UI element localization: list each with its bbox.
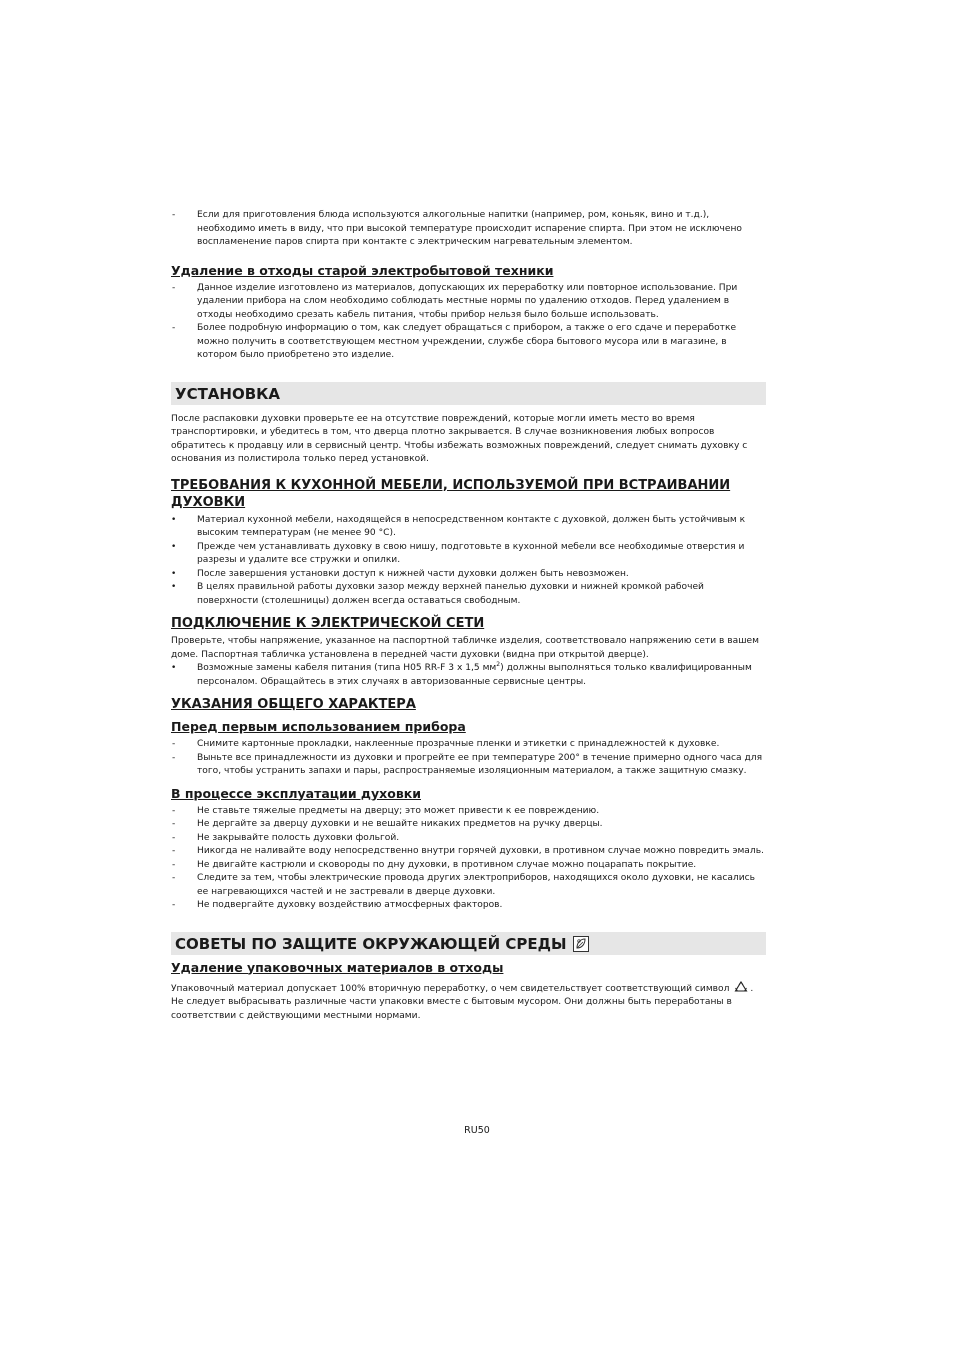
packaging-text-end: . Не следует выбрасывать различные части упаковки вместе с бытовым мусором. Они должны быть переработаны в соответствии с действующими местными нормами. (171, 983, 754, 1021)
list-item: - Если для приготовления блюда используются алкогольные напитки (например, ром, коньяк, вино и т.д.), необходимо иметь в виду, что при высокой температуре происходит испарение спирта. При этом не исключено воспламенение паров спирта при контакте с электрическим нагревательным элементом. (171, 209, 766, 250)
installation-heading-text: УСТАНОВКА (175, 384, 281, 403)
page-number: RU50 (464, 1125, 490, 1136)
intro-list (171, 209, 766, 250)
eco-leaf-icon (573, 936, 589, 952)
list-item: - Никогда не наливайте воду непосредственно внутри горячей духовки, в противном случае можно повредить эмаль. (171, 845, 766, 859)
list-item: - Не ставьте тяжелые предметы на дверцу; это может привести к ее повреждению. (171, 805, 766, 819)
superscript: 2 (496, 660, 501, 668)
first-use-heading: Перед первым использованием прибора (171, 719, 466, 734)
list-item: - Не дергайте за дверцу духовки и не вешайте никаких предметов на ручку дверцы. (171, 818, 766, 832)
list-item: - Не закрывайте полость духовки фольгой. (171, 832, 766, 846)
list-item: - Более подробную информацию о том, как следует обращаться с прибором, а также о его сдаче и переработке можно получить в соответствующем местном учреждении, службе сбора бытового мусора или в магазине, в котором было приобретено это изделие. (171, 322, 766, 363)
list-item: • Прежде чем устанавливать духовку в свою нишу, подготовьте в кухонной мебели все необходимые отверстия и разрезы и удалите все стружки и опилки. (171, 541, 766, 568)
electric-list (171, 662, 766, 689)
list-item: - Выньте все принадлежности из духовки и прогрейте ее при температуре 200° в течение примерно одного часа для того, чтобы устранить запахи и пары, распространяемые изоляционным материалом, а также защитную смазку. (171, 752, 766, 779)
disposal-heading: Удаление в отходы старой электробытовой техники (171, 262, 554, 278)
packaging-text (171, 981, 766, 1024)
list-item: - Следите за тем, чтобы электрические провода других электроприборов, находящихся около духовки, не касались ее нагревающихся частей и не застревали в дверце духовки. (171, 872, 766, 899)
list-item: - Не подвергайте духовку воздействию атмосферных факторов. (171, 899, 766, 913)
list-item: - Снимите картонные прокладки, наклеенные прозрачные пленки и этикетки с принадлежностей к духовке. (171, 738, 766, 752)
list-item: - Не двигайте кастрюли и сковороды по дну духовки, в противном случае можно поцарапать покрытие. (171, 859, 766, 873)
electric-text: Проверьте, чтобы напряжение, указанное на паспортной табличке изделия, соответствовало напряжению сети в вашем доме. Паспортная табличка установлена в передней части духовки (видна при открытой дверце). (171, 636, 759, 660)
list-item: • В целях правильной работы духовки зазор между верхней панелью духовки и нижней кромкой рабочей поверхности (столешницы) должен всегда оставаться свободным. (171, 581, 766, 608)
list-item (171, 662, 766, 689)
environment-heading (171, 932, 766, 955)
disposal-list (171, 282, 766, 363)
packaging-text-start: Упаковочный материал допускает 100% вторичную переработку, о чем свидетельствует соответствующий символ (171, 983, 730, 994)
furniture-heading: ТРЕБОВАНИЯ К КУХОННОЙ МЕБЕЛИ, ИСПОЛЬЗУЕМОЙ ПРИ ВСТРАИВАНИИ ДУХОВКИ (171, 477, 731, 510)
installation-heading (171, 382, 766, 405)
list-item: - Данное изделие изготовлено из материалов, допускающих их переработку или повторное использование. При удалении прибора на слом необходимо соблюдать местные нормы по удалению отходов. Перед удалением в отходы необходимо срезать кабель питания, чтобы прибор нельзя было больше использовать. (171, 282, 766, 323)
environment-heading-text: СОВЕТЫ ПО ЗАЩИТЕ ОКРУЖАЮЩЕЙ СРЕДЫ (175, 934, 567, 953)
operation-list (171, 805, 766, 913)
list-item: • После завершения установки доступ к нижней части духовки должен быть невозможен. (171, 568, 766, 582)
electric-item-text-end: ) должны выполняться только квалифицированным персоналом. Обращайтесь в этих случаях в авторизованные сервисные центры. (197, 663, 752, 687)
electric-item-text: Возможные замены кабеля питания (типа H05 RR-F 3 x 1,5 мм (197, 663, 497, 673)
list-item: • Материал кухонной мебели, находящейся в непосредственном контакте с духовкой, должен быть устойчивым к высоким температурам (не менее 90 °С). (171, 514, 766, 541)
installation-text: После распаковки духовки проверьте ее на отсутствие повреждений, которые могли иметь место во время транспортировки, и убедитесь в том, что дверца плотно закрывается. В случае возникновения любых вопросов обратитесь к продавцу или в сервисный центр. Чтобы избежать возможных повреждений, следует снимать духовку с основания из полистирола только перед установкой. (171, 413, 748, 464)
furniture-list (171, 514, 766, 609)
packaging-heading: Удаление упаковочных материалов в отходы (171, 959, 504, 975)
first-use-list (171, 738, 766, 779)
electric-heading: ПОДКЛЮЧЕНИЕ К ЭЛЕКТРИЧЕСКОЙ СЕТИ (171, 616, 485, 631)
recycle-icon (734, 981, 748, 992)
operation-heading: В процессе эксплуатации духовки (171, 785, 421, 801)
general-heading: УКАЗАНИЯ ОБЩЕГО ХАРАКТЕРА (171, 697, 416, 712)
page-content (171, 209, 766, 1023)
